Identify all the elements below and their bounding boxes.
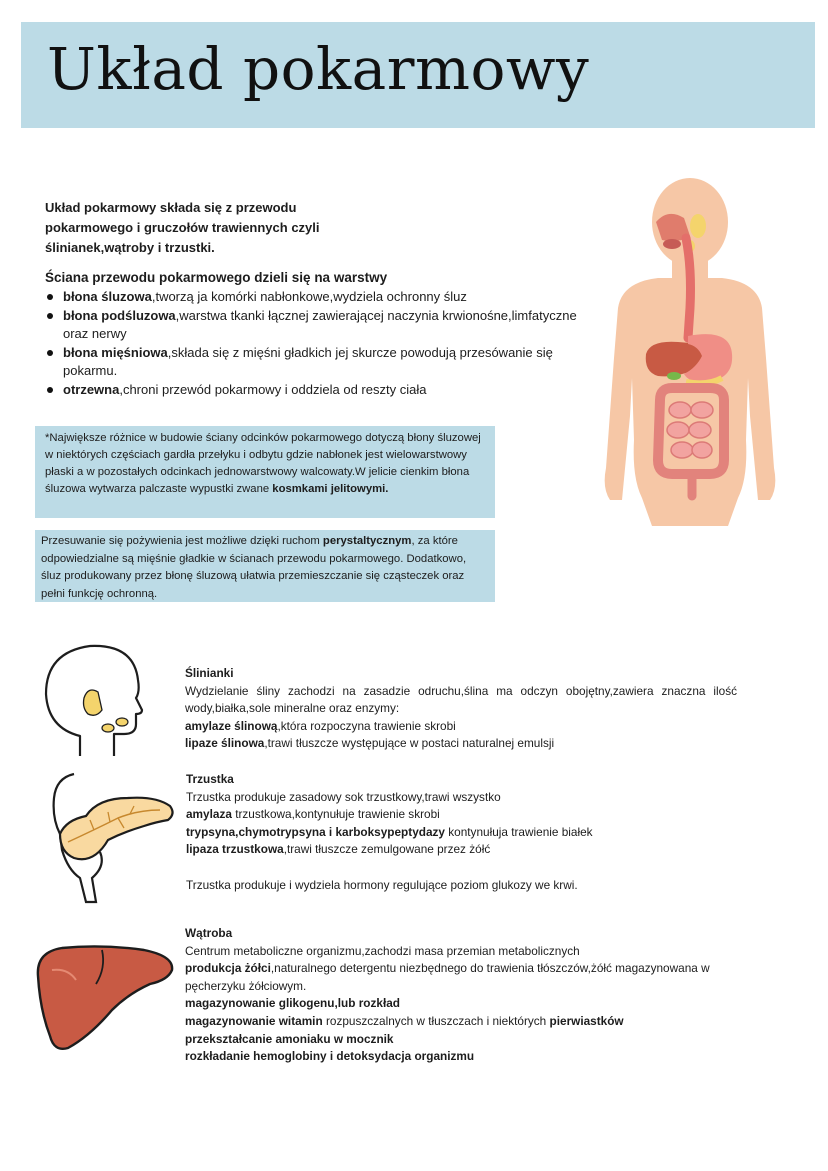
intro-line: Układ pokarmowy składa się z przewodu [45, 200, 297, 215]
saliva-text: Wydzielanie śliny zachodzi na zasadzie odruchu,ślina ma odczyn obojętny,zawiera znaczna ilość wody,białka,sole mineralne oraz enzymy: [185, 683, 737, 716]
digestive-system-figure [598, 178, 782, 530]
enzyme-name: trypsyna,chymotrypsyna i karboksypeptydazy [186, 824, 445, 839]
intro-line: pokarmowego i gruczołów trawiennych czyli [45, 220, 320, 235]
layer-desc: ,chroni przewód pokarmowy i oddziela od reszty ciała [119, 381, 427, 397]
enzyme-desc: ,która rozpoczyna trawienie skrobi [277, 718, 456, 733]
function-name: produkcja żółci [185, 961, 271, 976]
layer-desc: ,tworzą ja komórki nabłonkowe,wydziela ochronny śluz [151, 289, 467, 304]
section-title: Trzustka [186, 772, 234, 786]
enzyme-name: lipaza trzustkowa [186, 842, 284, 857]
layer-term: błona podśluzowa [63, 307, 176, 323]
liver-line [185, 1031, 765, 1049]
layer-desc: ,składa się z mięśni gładkich jej skurcze powodują przesówanie się pokarmu. [63, 344, 553, 378]
liver-line [185, 995, 765, 1013]
liver-line [185, 960, 765, 995]
pancreas-line [186, 824, 746, 842]
note-text: *Największe różnice w budowie ściany odcinków pokarmowego dotyczą błony śluzowej w niektórych częściach gardła przełyku i odbytu gdzie nabłonek jest wielowarstwowy płaski a w pozostałych odcinkach jednowarstwowy walcowaty.W jelicie cienkim błona śluzowa wytwarza palczaste wypustki zwane [45, 432, 481, 495]
enzyme-desc: kontynułuja trawienie białek [444, 824, 593, 839]
enzyme-desc: ,trawi tłuszcze zemulgowane przez żółć [283, 842, 491, 857]
pancreas-line: Trzustka produkuje i wydziela hormony regulujące poziom glukozy we krwi. [186, 877, 578, 892]
section-title: Ślinianki [185, 666, 234, 680]
pancreas-section [186, 771, 746, 894]
layer-item [45, 344, 590, 381]
salivary-glands-head-icon [40, 640, 146, 758]
pancreas-line: Trzustka produkuje zasadowy sok trzustkowy,trawi wszystko [186, 789, 501, 804]
spacer [186, 859, 746, 877]
enzyme-name: lipaze ślinowa [185, 736, 265, 751]
layers-heading: Ściana przewodu pokarmowego dzieli się na warstwy [45, 270, 388, 285]
function-name: magazynowanie glikogenu,lub rozkład [185, 996, 400, 1011]
enzyme-name: amylaza [186, 807, 232, 822]
note-box [35, 426, 495, 518]
section-title: Wątroba [185, 926, 233, 940]
liver-icon [32, 940, 177, 1055]
movement-text: Przesuwanie się pożywienia jest możliwe dzięki ruchom [41, 535, 320, 547]
function-desc: rozpuszczalnych w tłuszczach i niektórych [322, 1013, 550, 1028]
layer-term: błona mięśniowa [63, 344, 168, 360]
function-name: przekształcanie amoniaku w mocznik [185, 1031, 394, 1046]
movement-box [35, 530, 495, 602]
liver-line [185, 1048, 765, 1066]
movement-text-end: , za które odpowiedzialne są mięśnie gładkie w ścianach przewodu pokarmowego. Dodatkowo, śluz produkowany przez błonę śluzową ułatwia przemieszczanie się cząsteczek oraz pełni funkcję ochronną. [41, 535, 467, 600]
function-name: rozkładanie hemoglobiny i detoksydacja organizmu [185, 1049, 475, 1064]
layer-term: otrzewna [63, 381, 120, 397]
pancreas-icon [38, 770, 178, 904]
page-title: Układ pokarmowy [47, 35, 590, 103]
layer-item [45, 381, 590, 400]
layer-item [45, 288, 590, 307]
pancreas-line [186, 806, 746, 824]
movement-bold: perystaltycznym [322, 535, 412, 547]
function-desc: ,naturalnego detergentu niezbędnego do trawienia tłószczów,żółć magazynowana w pęcherzyku żółciowym. [185, 961, 710, 993]
liver-line: Centrum metaboliczne organizmu,zachodzi masa przemian metabolicznych [185, 943, 580, 958]
layer-desc: ,warstwa tkanki łącznej zawierającej naczynia krwionośne,limfatyczne oraz nerwy [63, 307, 577, 341]
saliva-enzyme-line [185, 718, 737, 736]
intro-line: ślinianek,wątroby i trzustki. [45, 240, 215, 255]
saliva-enzyme-line [185, 735, 737, 753]
function-name: magazynowanie witamin [185, 1013, 323, 1028]
layer-term: błona śluzowa [63, 289, 152, 304]
title-banner [21, 22, 815, 128]
pancreas-line [186, 841, 746, 859]
layer-item [45, 307, 590, 344]
function-name: pierwiastków [549, 1013, 624, 1028]
enzyme-desc: ,trawi tłuszcze występujące w postaci naturalnej emulsji [264, 736, 555, 751]
liver-section [185, 925, 765, 1066]
layers-list [45, 288, 590, 399]
liver-line [185, 1013, 765, 1031]
enzyme-name: amylaze ślinową [185, 718, 278, 733]
intro-text [45, 198, 375, 258]
salivary-section [185, 665, 737, 753]
enzyme-desc: trzustkowa,kontynułuje trawienie skrobi [231, 807, 440, 822]
note-bold: kosmkami jelitowymi. [272, 483, 389, 495]
